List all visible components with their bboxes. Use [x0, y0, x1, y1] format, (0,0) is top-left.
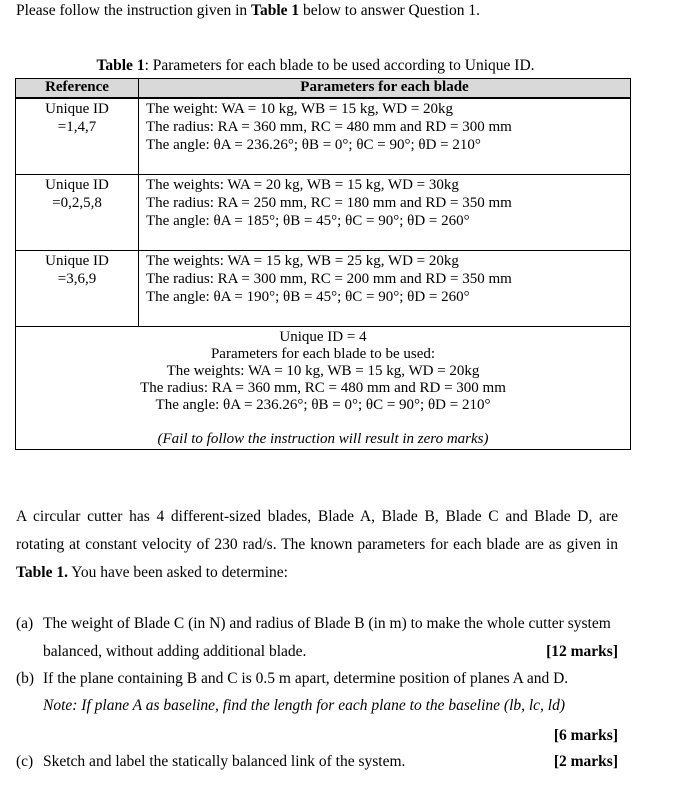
table-caption — [0, 57, 631, 75]
question-letter: (a) — [16, 615, 34, 632]
reference-label: Unique ID — [45, 101, 109, 117]
unique-params-heading: Parameters for each blade to be used: — [210, 346, 436, 362]
question-c — [16, 753, 618, 777]
unique-id-line: Unique ID = 4 — [279, 329, 367, 345]
radius-line: The radius: RA = 360 mm, RC = 480 mm and RD = 300 mm — [146, 119, 512, 135]
angle-line: The angle: θA = 185°; θB = 45°; θC = 90°; θD = 260° — [146, 213, 470, 229]
question-b — [16, 670, 618, 750]
table-row — [16, 175, 631, 251]
weights-line: The weights: WA = 20 kg, WB = 15 kg, WD = 30kg — [146, 177, 459, 193]
table-row — [16, 251, 631, 327]
parameters-cell — [139, 175, 631, 251]
reference-ids: =1,4,7 — [57, 119, 97, 135]
radius-line: The radius: RA = 300 mm, RC = 200 mm and RD = 350 mm — [146, 271, 512, 287]
problem-text: A circular cutter has 4 different-sized blades, Blade A, Blade B, Blade C and Blade D, are rotating at constant velocity of 230 rad/s. The known parameters for each blade are as given in — [16, 508, 618, 553]
table-header-row — [16, 79, 631, 99]
reference-cell — [16, 175, 139, 251]
question-a — [16, 615, 618, 665]
fail-warning-note: (Fail to follow the instruction will result in zero marks) — [157, 431, 489, 447]
reference-ids: =3,6,9 — [57, 271, 97, 287]
problem-statement — [16, 503, 618, 587]
parameters-cell — [139, 251, 631, 327]
caption-table-label: Table 1 — [96, 57, 145, 74]
question-text: The weight of Blade C (in N) and radius of Blade B (in m) to make the whole cutter system — [43, 615, 611, 632]
unique-weights-line: The weights: WA = 10 kg, WB = 15 kg, WD = 20kg — [166, 363, 480, 379]
reference-cell — [16, 98, 139, 175]
marks-label: [12 marks] — [546, 643, 618, 660]
caption-text: : Parameters for each blade to be used according to Unique ID. — [144, 57, 535, 74]
question-text: Sketch and label the statically balanced link of the system. — [43, 753, 406, 770]
header-reference: Reference — [16, 79, 139, 99]
parameters-table — [15, 78, 631, 450]
marks-label: [2 marks] — [553, 753, 618, 770]
header-parameters: Parameters for each blade — [139, 79, 631, 99]
question-text: If the plane containing B and C is 0.5 m apart, determine position of planes A and D. — [43, 670, 569, 687]
intro-prefix: Please follow the instruction given in — [16, 2, 252, 19]
reference-label: Unique ID — [45, 177, 109, 193]
weights-line: The weight: WA = 10 kg, WB = 15 kg, WD = 20kg — [146, 101, 454, 117]
weights-line: The weights: WA = 15 kg, WB = 25 kg, WD = 20kg — [146, 253, 459, 269]
unique-id-cell — [16, 327, 631, 450]
angle-line: The angle: θA = 236.26°; θB = 0°; θC = 90°; θD = 210° — [146, 137, 481, 153]
unique-angle-line: The angle: θA = 236.26°; θB = 0°; θC = 90°; θD = 210° — [155, 397, 491, 413]
intro-text — [16, 2, 480, 20]
reference-cell — [16, 251, 139, 327]
reference-label: Unique ID — [45, 253, 109, 269]
reference-ids: =0,2,5,8 — [52, 195, 102, 211]
angle-line: The angle: θA = 190°; θB = 45°; θC = 90°; θD = 260° — [146, 289, 470, 305]
marks-label: [6 marks] — [553, 727, 618, 744]
question-letter: (c) — [16, 753, 34, 770]
unique-radius-line: The radius: RA = 360 mm, RC = 480 mm and RD = 300 mm — [140, 380, 506, 396]
question-letter: (b) — [16, 670, 35, 687]
intro-table-ref: Table 1 — [251, 2, 300, 19]
question-text-cont: balanced, without adding additional blade. — [43, 643, 307, 660]
problem-suffix: You have been asked to determine: — [67, 564, 288, 581]
question-note: Note: If plane A as baseline, find the length for each plane to the baseline (lb, lc, ld) — [43, 697, 566, 714]
problem-table-ref: Table 1. — [16, 564, 68, 581]
unique-id-row — [16, 327, 631, 450]
radius-line: The radius: RA = 250 mm, RC = 180 mm and RD = 350 mm — [146, 195, 512, 211]
parameters-cell — [139, 98, 631, 175]
intro-suffix: below to answer Question 1. — [299, 2, 480, 19]
table-row — [16, 98, 631, 175]
